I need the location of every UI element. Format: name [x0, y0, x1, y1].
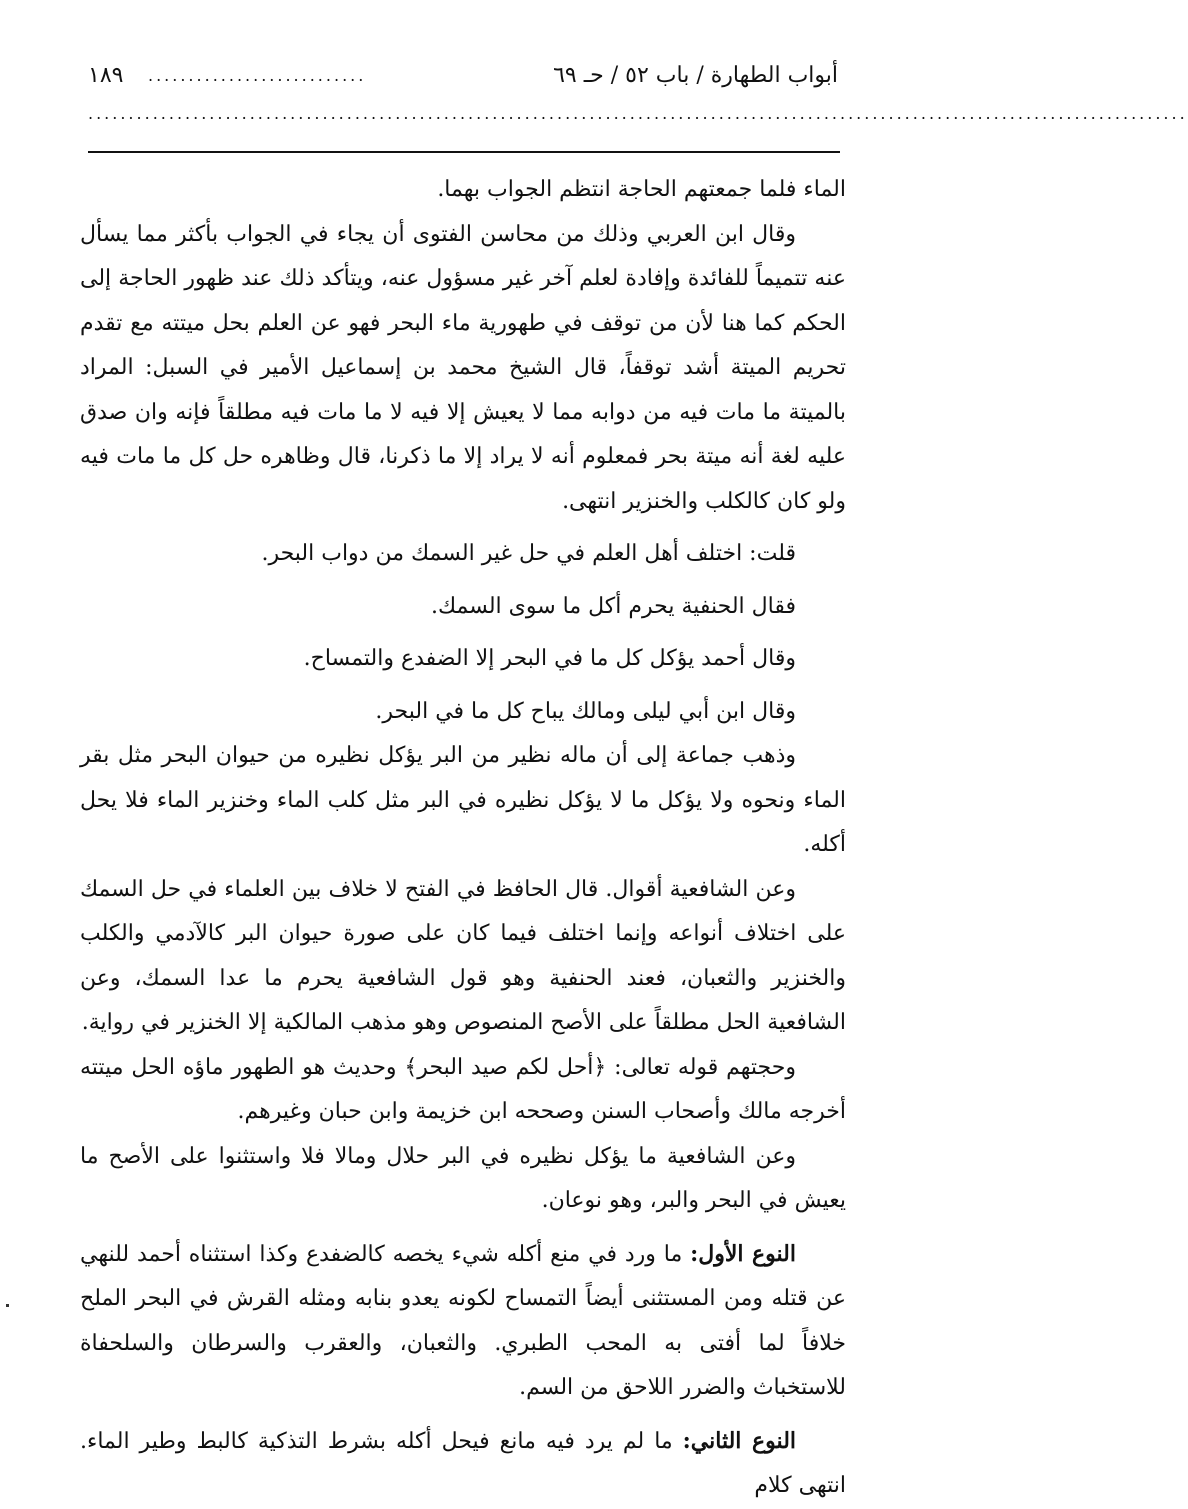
running-header — [88, 56, 838, 96]
paragraph-hanafiyya: فقال الحنفية يحرم أكل ما سوى السمك. — [430, 593, 796, 619]
paragraph-qultu: قلت: اختلف أهل العلم في حل غير السمك من دواب البحر. — [261, 541, 796, 566]
paragraph-shafiiyya: وعن الشافعية أقوال. قال الحافظ في الفتح لا خلاف بين العلماء في حل السمك على اختلاف أنواعه وإنما اختلف فيما كان على صورة حيوان البر كالآدمي والكلب والخنزير والثعبان، فعند الحنفية وهو قول الشافعية يحرم ما عدا السمك، وعن الشافعية الحل مطلقاً على الأصح المنصوص وهو مذهب المالكية إلا الخنزير في رواية. — [80, 876, 846, 1035]
page-number: ١٨٩ — [88, 63, 124, 88]
paragraph-first-kind — [80, 1232, 846, 1411]
header-rule — [88, 151, 840, 153]
header-leader-dots: ........................... — [148, 66, 367, 85]
paragraph-second-kind — [80, 1419, 846, 1509]
paragraph-shafiiyya-nazir: وعن الشافعية ما يؤكل نظيره في البر حلال ومالا فلا واستثنوا على الأصح ما يعيش في البحر والبر، وهو نوعان. — [80, 1143, 846, 1213]
paragraph-hujjatuhum: وحجتهم قوله تعالى: ﴿أحل لكم صيد البحر﴾ وحديث هو الطهور ماؤه الحل ميتته أخرجه مالك وأصحاب السنن وصححه ابن خزيمة وابن حبان وغيرهم. — [80, 1054, 846, 1124]
first-kind-heading: النوع الأول: — [690, 1240, 796, 1267]
dotted-separator: ........................................................................................................................................ — [88, 104, 1188, 123]
paragraph-ahmad: وقال أحمد يؤكل كل ما في البحر إلا الضفدع والتمساح. — [303, 646, 796, 671]
first-kind-text: ما ورد في منع أكله شيء يخصه كالضفدع وكذا استثناه أحمد للنهي عن قتله ومن المستثنى أيضاً التمساح لكونه يعدو بنابه ومثله القرش في البحر الملح خلافاً لما أفتى به المحب الطبري. والثعبان، والعقرب والسرطان والسلحفاة للاستخباث والضرر اللاحق من السم. — [80, 1241, 846, 1400]
paragraph-ibn-arabi: وقال ابن العربي وذلك من محاسن الفتوى أن يجاء في الجواب بأكثر مما يسأل عنه تتميماً للفائدة وإفادة لعلم آخر غير مسؤول عنه، ويتأكد ذلك عند ظهور الحاجة إلى الحكم كما هنا لأن من توقف في طهورية ماء البحر فهو عن العلم بحل ميتته مع تقدم تحريم الميتة أشد توقفاً، قال الشيخ محمد بن إسماعيل الأمير في السبل: المراد بالميتة ما مات فيه من دوابه مما لا يعيش إلا فيه لا ما مات فيه مطلقاً فإنه وان صدق عليه لغة أنه ميتة بحر فمعلوم أنه لا يراد إلا ما ذكرنا، قال وظاهره حل كل ما مات فيه ولو كان كالكلب والخنزير انتهى. — [80, 221, 846, 514]
scan-speck — [6, 1304, 9, 1307]
paragraph-ibn-abi-layla: وقال ابن أبي ليلى ومالك يباح كل ما في البحر. — [375, 698, 796, 724]
second-kind-heading: النوع الثاني: — [682, 1427, 797, 1454]
header-title: أبواب الطهارة / باب ٥٢ / حـ ٦٩ — [553, 63, 838, 88]
page-body — [80, 168, 846, 1509]
second-kind-text: ما لم يرد فيه مانع فيحل أكله بشرط التذكية كالبط وطير الماء. انتهى كلام — [80, 1428, 846, 1498]
paragraph-continuation: الماء فلما جمعتهم الحاجة انتظم الجواب بهما. — [437, 177, 846, 202]
paragraph-jamaa: وذهب جماعة إلى أن ماله نظير من البر يؤكل نظيره من حيوان البحر مثل بقر الماء ونحوه ولا يؤكل ما لا يؤكل نظيره في البر مثل كلب الماء وخنزير الماء فلا يحل أكله. — [80, 743, 846, 857]
